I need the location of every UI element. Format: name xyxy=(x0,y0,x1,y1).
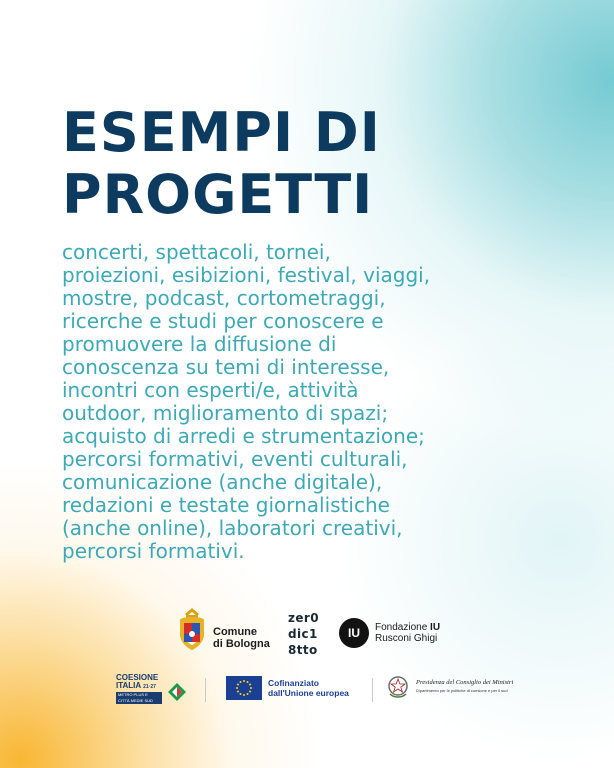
coesione-mark-icon xyxy=(166,680,188,702)
funding-logos-row xyxy=(0,670,614,710)
page-title xyxy=(62,102,582,226)
zerodiciotto-logo xyxy=(288,610,326,660)
comune-line-2: di Bologna xyxy=(213,638,270,650)
zero-line-2: dic1 xyxy=(288,627,318,641)
eu-line-1: Cofinanziato xyxy=(268,678,319,688)
coesione-italia-logo xyxy=(116,674,188,704)
partner-logos-row-top xyxy=(0,604,614,664)
title-line-2: PROGETTI xyxy=(62,163,374,226)
italian-republic-emblem-icon xyxy=(386,674,410,700)
comune-di-bologna-logo xyxy=(177,604,275,656)
title-line-1: ESEMPI DI xyxy=(62,101,381,164)
eu-flag-icon xyxy=(226,676,262,700)
iu-circle-icon: IU xyxy=(339,618,369,648)
coesione-line-2: ITALIA xyxy=(116,681,141,690)
coesione-sub-2: CITTÀ MEDIE SUD xyxy=(118,698,153,703)
coesione-years: 21·27 xyxy=(143,684,156,690)
zero-line-3: 8tto xyxy=(288,643,318,657)
presidenza-title: Presidenza del Consiglio dei Ministri xyxy=(416,679,514,686)
logo-divider xyxy=(372,678,373,702)
coesione-line-1: COESIONE xyxy=(116,673,159,682)
eu-cofinanziato-logo xyxy=(226,674,366,704)
presidenza-consiglio-logo xyxy=(386,672,514,706)
comune-line-1: Comune xyxy=(213,626,257,638)
project-examples-text: concerti, spettacoli, tornei, proiezioni, esibizioni, festival, viaggi, mostre, podcast, cortometraggi, ricerche e studi per conoscere e promuovere la diffusione di conoscenza su temi di interesse, incontri con esperti/e, attività outdoor, miglioramento di spazi; acquisto di arredi e strumentazione; percorsi formativi, eventi culturali, comunicazione (anche digitale), redazioni e testate giornalistiche (anche online), laboratori creativi, percorsi formativi. xyxy=(62,240,431,563)
fondazione-line-2: Rusconi Ghigi xyxy=(375,633,438,644)
presidenza-subtitle: Dipartimento per le politiche di coesione e per il sud xyxy=(416,688,508,693)
fondazione-iu: IU xyxy=(430,622,441,633)
coesione-sub-1: METRO PLUS E xyxy=(118,692,148,697)
zero-line-1: zer0 xyxy=(288,611,319,625)
logo-divider xyxy=(205,678,206,702)
eu-line-2: dall'Unione europea xyxy=(268,688,349,698)
fondazione-iu-logo xyxy=(339,618,449,650)
fondazione-prefix: Fondazione xyxy=(375,622,431,633)
comune-crest-icon xyxy=(177,606,207,652)
